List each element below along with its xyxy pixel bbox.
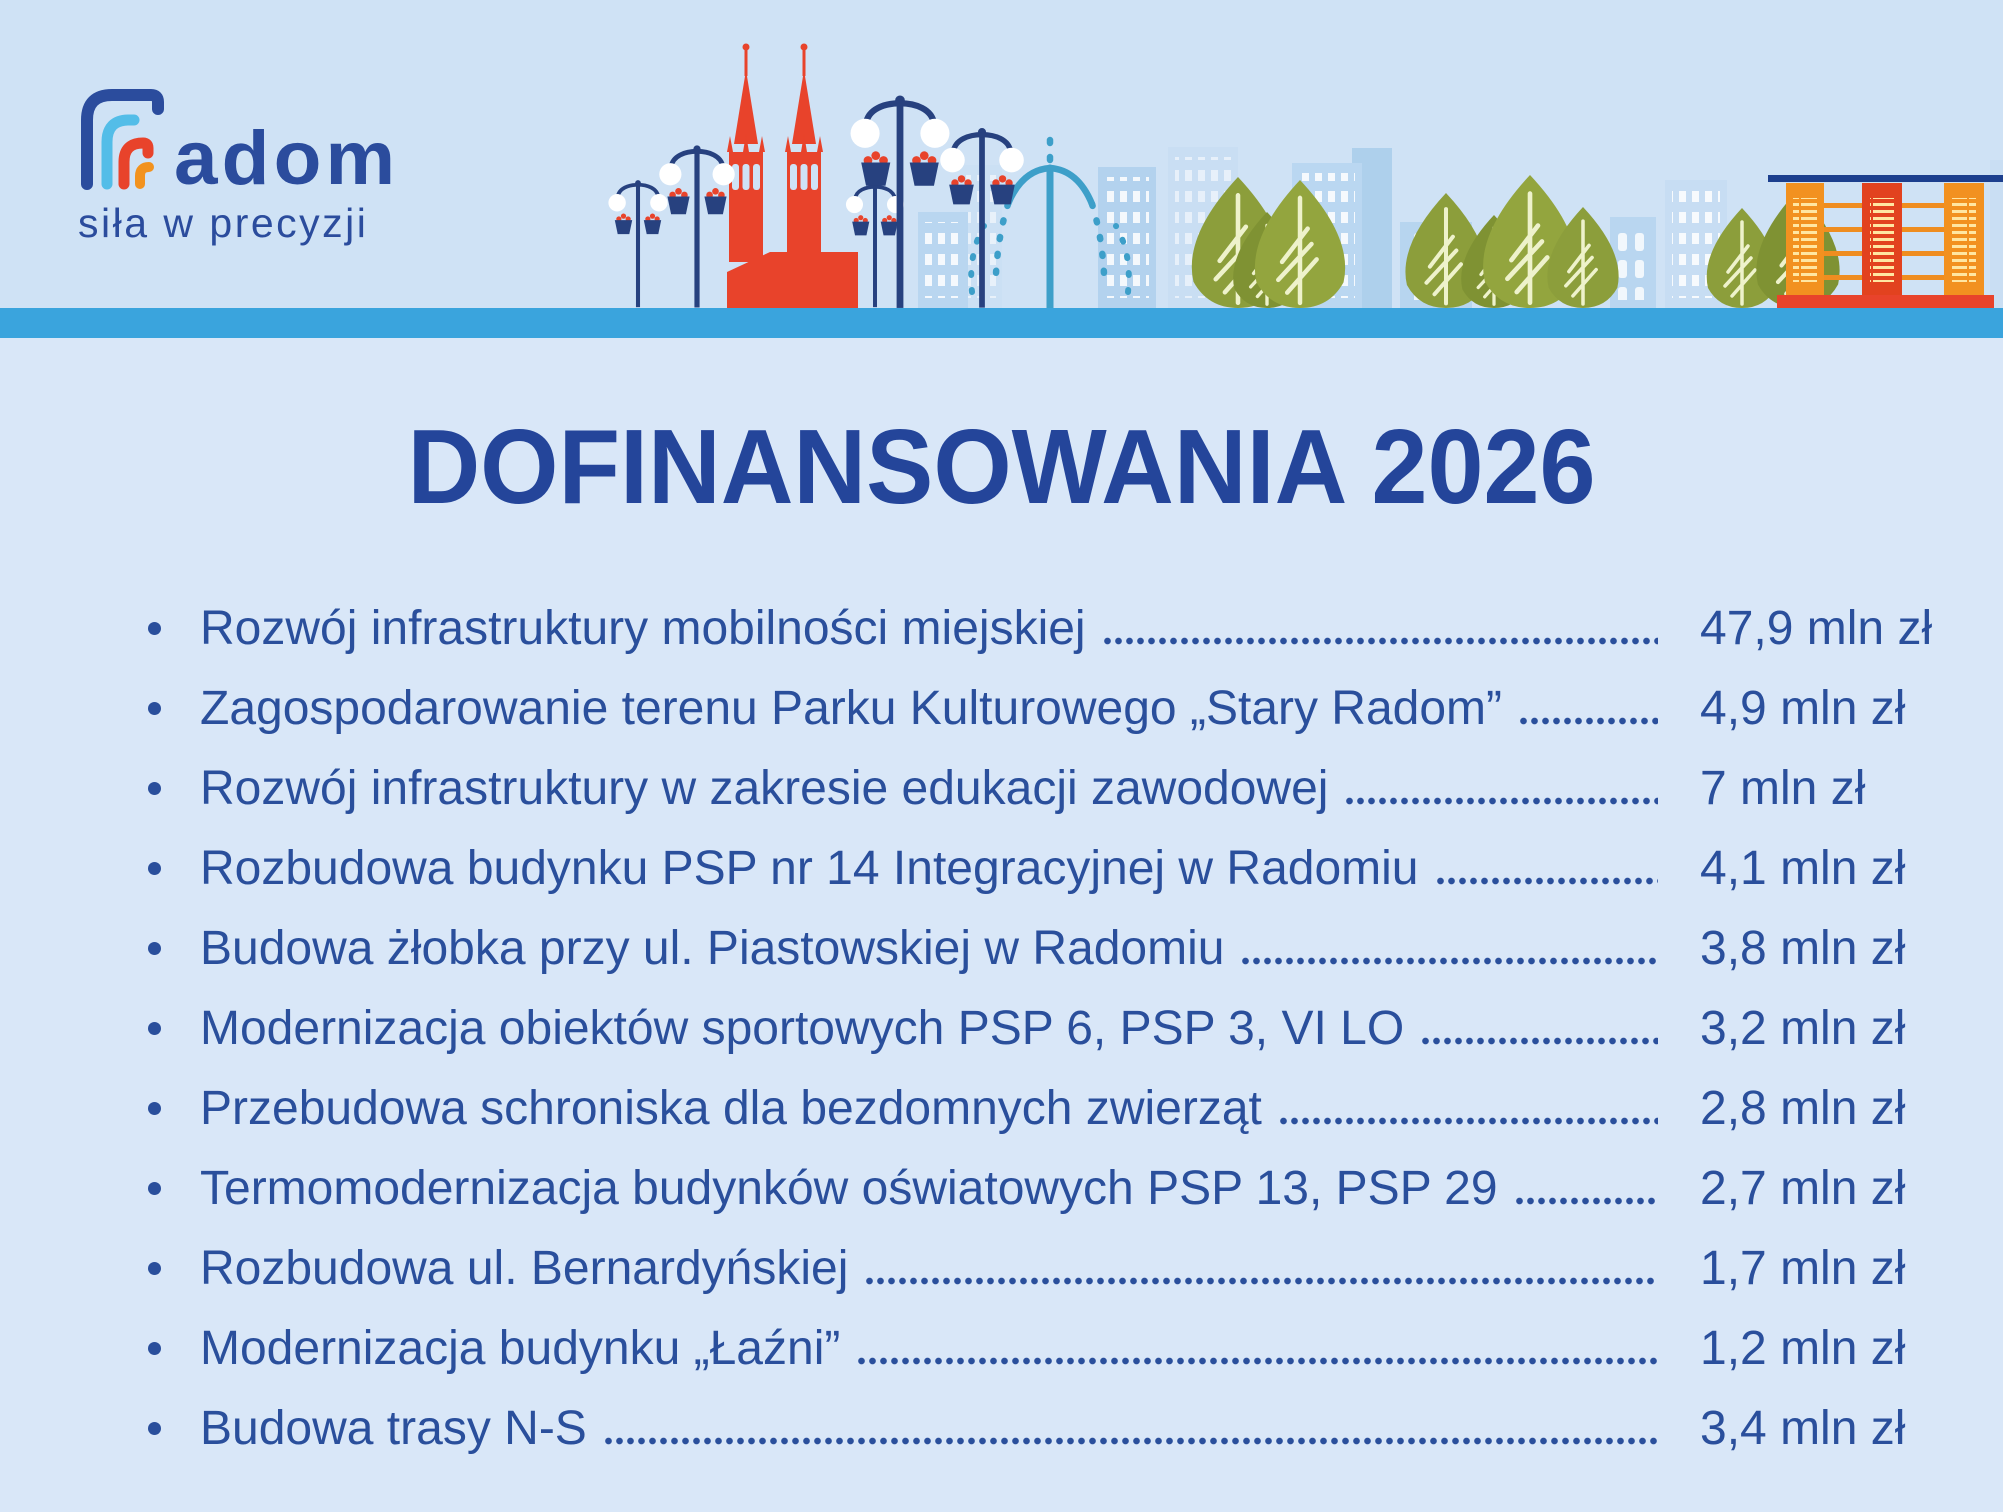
item-amount: 3,4 mln zł <box>1700 1401 1906 1455</box>
dotted-leader <box>1435 877 1659 885</box>
item-amount: 4,1 mln zł <box>1700 841 1906 895</box>
list-item <box>140 1148 1945 1228</box>
dotted-leader <box>864 1277 1658 1285</box>
item-label: Modernizacja budynku „Łaźni” <box>200 1321 841 1375</box>
funding-list <box>140 588 1945 1468</box>
radom-logo <box>78 84 400 247</box>
dotted-leader <box>1344 797 1658 805</box>
item-label: Budowa trasy N-S <box>200 1401 587 1455</box>
orange-building-icon <box>1768 175 2003 308</box>
bullet-icon <box>148 1022 161 1035</box>
radom-logo-r-icon <box>78 84 174 190</box>
bullet-icon <box>148 1422 161 1435</box>
item-amount: 47,9 mln zł <box>1700 601 1933 655</box>
item-amount: 2,8 mln zł <box>1700 1081 1906 1135</box>
dotted-leader <box>1518 717 1658 725</box>
item-amount: 2,7 mln zł <box>1700 1161 1906 1215</box>
item-label: Rozwój infrastruktury w zakresie edukacji zawodowej <box>200 761 1329 815</box>
item-label: Termomodernizacja budynków oświatowych PSP 13, PSP 29 <box>200 1161 1498 1215</box>
list-item <box>140 588 1945 668</box>
dotted-leader <box>1514 1197 1658 1205</box>
list-item <box>140 668 1945 748</box>
item-label: Przebudowa schroniska dla bezdomnych zwierząt <box>200 1081 1262 1135</box>
list-item <box>140 1308 1945 1388</box>
bullet-icon <box>148 1102 161 1115</box>
bullet-icon <box>148 782 161 795</box>
bullet-icon <box>148 702 161 715</box>
dotted-leader <box>1278 1117 1658 1125</box>
bullet-icon <box>148 622 161 635</box>
item-amount: 7 mln zł <box>1700 761 1866 815</box>
bullet-icon <box>148 1262 161 1275</box>
dotted-leader <box>1240 957 1658 965</box>
list-item <box>140 748 1945 828</box>
list-item <box>140 1068 1945 1148</box>
bullet-icon <box>148 1342 161 1355</box>
item-label: Budowa żłobka przy ul. Piastowskiej w Radomiu <box>200 921 1225 975</box>
dotted-leader <box>1102 637 1658 645</box>
item-label: Modernizacja obiektów sportowych PSP 6, PSP 3, VI LO <box>200 1001 1405 1055</box>
item-amount: 1,7 mln zł <box>1700 1241 1906 1295</box>
logo-tagline: siła w precyzji <box>78 200 369 246</box>
header <box>0 0 2003 308</box>
list-item <box>140 908 1945 988</box>
dotted-leader <box>856 1357 1658 1365</box>
bullet-icon <box>148 942 161 955</box>
cathedral-icon <box>727 44 858 309</box>
item-label: Rozbudowa ul. Bernardyńskiej <box>200 1241 849 1295</box>
divider-bar <box>0 308 2003 338</box>
dotted-leader <box>1420 1037 1658 1045</box>
item-amount: 1,2 mln zł <box>1700 1321 1906 1375</box>
list-item <box>140 988 1945 1068</box>
item-label: Rozbudowa budynku PSP nr 14 Integracyjnej w Radomiu <box>200 841 1419 895</box>
list-item <box>140 1388 1945 1468</box>
item-amount: 3,2 mln zł <box>1700 1001 1906 1055</box>
bullet-icon <box>148 862 161 875</box>
item-label: Rozwój infrastruktury mobilności miejskiej <box>200 601 1086 655</box>
item-amount: 3,8 mln zł <box>1700 921 1906 975</box>
list-item <box>140 1228 1945 1308</box>
item-label: Zagospodarowanie terenu Parku Kulturowego „Stary Radom” <box>200 681 1503 735</box>
brand-text: adom <box>174 115 400 201</box>
trees-icon <box>1192 175 1840 308</box>
dotted-leader <box>603 1437 1658 1445</box>
bullet-icon <box>148 1182 161 1195</box>
item-amount: 4,9 mln zł <box>1700 681 1906 735</box>
page-title: DOFINANSOWANIA 2026 <box>407 408 1596 526</box>
list-item <box>140 828 1945 908</box>
